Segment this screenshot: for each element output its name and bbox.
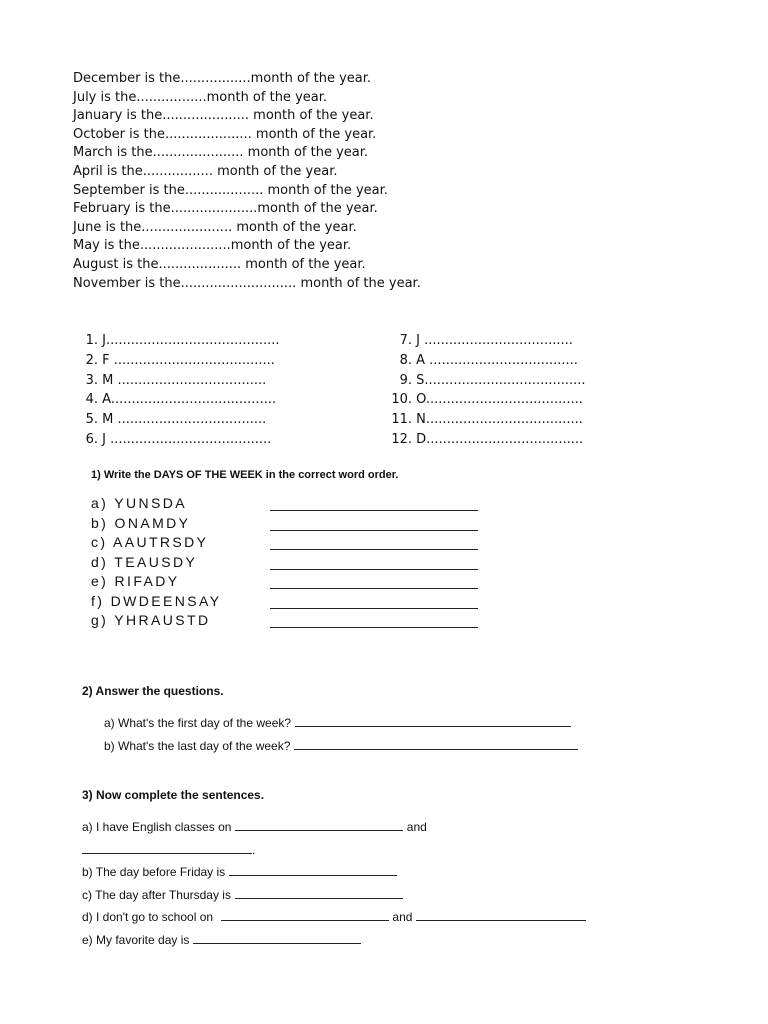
answer-line[interactable]	[270, 588, 478, 589]
answer-blank[interactable]	[416, 908, 586, 921]
answer-blank[interactable]	[295, 714, 571, 727]
scramble-row: c) AAUTRSDY	[91, 533, 221, 553]
scramble-row: f) DWDEENSAY	[91, 592, 221, 612]
month-sentence-1: December is the.................month of the year.	[73, 71, 372, 86]
initial-row: 12. D......................................	[391, 431, 584, 447]
scramble-row: g) YHRAUSTD	[91, 611, 221, 631]
initial-row: 6. J .......................................	[85, 431, 272, 447]
questions-list	[104, 712, 578, 758]
answer-line[interactable]	[270, 510, 478, 511]
answer-line[interactable]	[270, 530, 478, 531]
answer-blank[interactable]	[82, 841, 252, 854]
section3-title: 3) Now complete the sentences.	[82, 788, 265, 802]
initial-row: 4. A........................................	[85, 392, 277, 408]
month-sentence-4: October is the..................... month of the year.	[73, 126, 377, 142]
month-sentence-6: April is the................. month of the year.	[73, 163, 338, 179]
initial-row: 7. J ....................................	[399, 333, 573, 348]
month-sentence-11: August is the.................... month of the year.	[73, 256, 366, 272]
answer-blank[interactable]	[294, 737, 578, 750]
scramble-row: e) RIFADY	[91, 572, 221, 592]
answer-blank[interactable]	[235, 886, 403, 899]
initials-left-column	[72, 331, 280, 450]
initial-row: 11. N......................................	[391, 412, 583, 428]
answer-blank[interactable]	[235, 818, 403, 831]
sentence-e: e) My favorite day is	[82, 929, 586, 952]
answer-line[interactable]	[270, 608, 478, 609]
question-row: b) What's the last day of the week?	[104, 735, 578, 758]
section2-title: 2) Answer the questions.	[82, 684, 224, 698]
answer-blank[interactable]	[221, 908, 389, 921]
answer-line[interactable]	[270, 549, 478, 550]
initial-row: 8. A ....................................	[399, 352, 578, 368]
initial-row: 2. F .......................................	[85, 352, 275, 368]
answer-line[interactable]	[270, 627, 478, 628]
month-sentence-8: February is the.....................month of the year.	[73, 201, 378, 217]
answer-blank[interactable]	[193, 931, 361, 944]
scramble-row: a) YUNSDA	[91, 494, 221, 514]
initial-row: 3. M ....................................	[85, 372, 267, 388]
month-sentence-12: November is the............................ month of the year.	[73, 275, 421, 291]
question-row: a) What's the first day of the week?	[104, 712, 578, 735]
section1-title: 1) Write the DAYS OF THE WEEK in the correct word order.	[91, 469, 399, 481]
answer-line[interactable]	[270, 569, 478, 570]
sentence-c: c) The day after Thursday is	[82, 884, 586, 907]
scramble-row: d) TEAUSDY	[91, 553, 221, 573]
sentence-d: d) I don't go to school on and	[82, 906, 586, 929]
sentences-list	[82, 816, 586, 951]
initial-row: 5. M ....................................	[85, 412, 267, 428]
answer-blank[interactable]	[229, 863, 397, 876]
month-sentence-3: January is the..................... month of the year.	[73, 108, 374, 124]
month-sentence-2: July is the.................month of the year.	[73, 89, 328, 105]
scramble-row: b) ONAMDY	[91, 514, 221, 534]
month-sentence-10: May is the......................month of the year.	[73, 238, 352, 254]
month-sentence-7: September is the................... month of the year.	[73, 182, 388, 198]
initial-row: 9. S.......................................	[399, 372, 586, 388]
month-sentence-9: June is the...................... month of the year.	[73, 219, 357, 235]
month-sentence-5: March is the...................... month of the year.	[73, 145, 369, 161]
sentence-a-continued: .	[82, 839, 586, 862]
scrambled-days-list	[91, 494, 221, 631]
initial-row: 1. J..........................................	[85, 333, 280, 348]
initial-row: 10. O......................................	[391, 392, 583, 408]
initials-right-column	[378, 331, 586, 450]
months-exercise	[73, 70, 421, 293]
sentence-a: a) I have English classes on and	[82, 820, 427, 834]
sentence-b: b) The day before Friday is	[82, 861, 586, 884]
